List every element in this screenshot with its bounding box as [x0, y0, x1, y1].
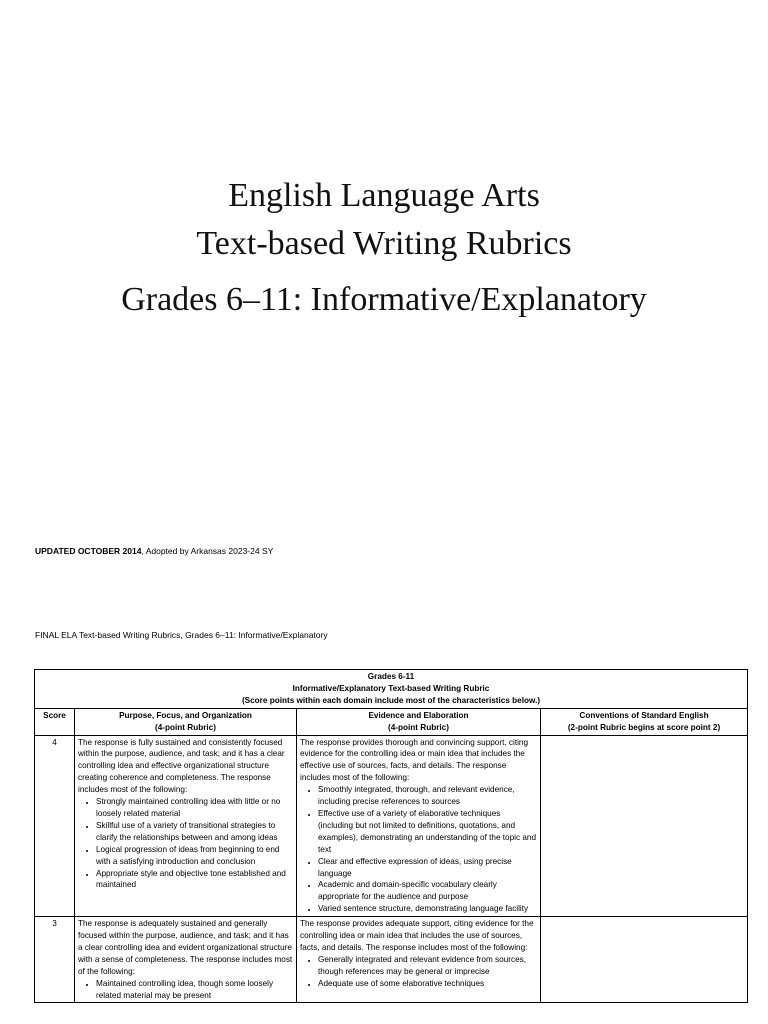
- list-item: • Generally integrated and relevant evidence from sources, though references may be general or imprecise: [318, 954, 537, 978]
- updated-adoption: , Adopted by Arkansas 2023-24 SY: [141, 546, 274, 556]
- conventions-cell: [541, 917, 748, 1003]
- document-title: [0, 172, 768, 324]
- list-item: • Academic and domain-specific vocabulary clearly appropriate for the audience and purpose: [318, 879, 537, 903]
- running-title: FINAL ELA Text-based Writing Rubrics, Grades 6–11: Informative/Explanatory: [35, 630, 328, 640]
- purpose-intro: The response is fully sustained and consistently focused within the purpose, audience, and task; and it has a clear controlling idea and effective organizational structure creating coherence and completeness. The response includes most of the following:: [78, 737, 285, 795]
- rubric-header-row: [35, 670, 748, 709]
- list-item: • Smoothly integrated, thorough, and relevant evidence, including precise references to sources: [318, 784, 537, 808]
- purpose-cell: [75, 917, 297, 1003]
- rubric-grades: Grades 6-11: [367, 672, 415, 681]
- title-line-2: Text-based Writing Rubrics: [196, 225, 572, 262]
- updated-date: UPDATED OCTOBER 2014: [35, 546, 142, 556]
- evidence-bullet-list: [300, 954, 537, 990]
- purpose-bullet-list: [78, 796, 293, 891]
- evidence-bullet-list: [300, 784, 537, 915]
- score-cell: 3: [35, 917, 75, 1003]
- purpose-intro: The response is adequately sustained and generally focused within the purpose, audience, and task; and it has a clear controlling idea and evident organizational structure with a sense of completeness. The response includes most of the following:: [78, 919, 293, 976]
- purpose-cell: [75, 735, 297, 917]
- evidence-intro: The response provides thorough and convincing support, citing evidence for the controlling idea or main idea that includes the effective use of sources, facts, and details. The response includes most of the following:: [300, 737, 529, 783]
- column-header-score: [35, 708, 75, 735]
- table-row: [35, 917, 748, 1003]
- table-row: [35, 735, 748, 917]
- list-item: • Logical progression of ideas from beginning to end with a satisfying introduction and conclusion: [96, 844, 293, 868]
- column-evidence-sub: (4-point Rubric): [388, 722, 449, 732]
- updated-note: [35, 546, 273, 556]
- list-item: • Strongly maintained controlling idea with little or no loosely related material: [96, 796, 293, 820]
- list-item: • Varied sentence structure, demonstrating language facility: [318, 903, 537, 915]
- rubric-name: Informative/Explanatory Text-based Writing Rubric: [292, 683, 490, 693]
- title-line-1: English Language Arts: [228, 177, 540, 214]
- list-item: • Appropriate style and objective tone established and maintained: [96, 868, 293, 892]
- column-header-evidence: [297, 708, 541, 735]
- list-item: • Adequate use of some elaborative techniques: [318, 978, 537, 990]
- purpose-bullet-list: [78, 978, 293, 1002]
- title-line-3: Grades 6–11: Informative/Explanatory: [121, 281, 647, 318]
- conventions-cell: [541, 735, 748, 917]
- list-item: • Maintained controlling idea, though some loosely related material may be present: [96, 978, 293, 1002]
- evidence-cell: [297, 735, 541, 917]
- rubric-note: (Score points within each domain include most of the characteristics below.): [241, 695, 541, 705]
- list-item: • Clear and effective expression of ideas, using precise language: [318, 856, 537, 880]
- column-conventions-label: Conventions of Standard English: [579, 710, 709, 720]
- evidence-intro: The response provides adequate support, citing evidence for the controlling idea or main idea that includes the use of sources, facts, and details. The response includes most of the following:: [300, 919, 534, 952]
- column-score-label: Score: [43, 710, 66, 720]
- column-header-purpose: [75, 708, 297, 735]
- rubric-table: [34, 669, 748, 1003]
- column-header-conventions: [541, 708, 748, 735]
- column-conventions-sub: (2-point Rubric begins at score point 2): [567, 722, 721, 732]
- column-purpose-sub: (4-point Rubric): [155, 722, 216, 732]
- rubric-header: [35, 670, 748, 709]
- evidence-cell: [297, 917, 541, 1003]
- list-item: • Effective use of a variety of elaborative techniques (including but not limited to definitions, quotations, and examples), demonstrating an understanding of the topic and text: [318, 808, 537, 856]
- column-header-row: [35, 708, 748, 735]
- score-cell: 4: [35, 735, 75, 917]
- column-purpose-label: Purpose, Focus, and Organization: [119, 710, 252, 720]
- column-evidence-label: Evidence and Elaboration: [368, 710, 469, 720]
- list-item: • Skillful use of a variety of transitional strategies to clarify the relationships between and among ideas: [96, 820, 293, 844]
